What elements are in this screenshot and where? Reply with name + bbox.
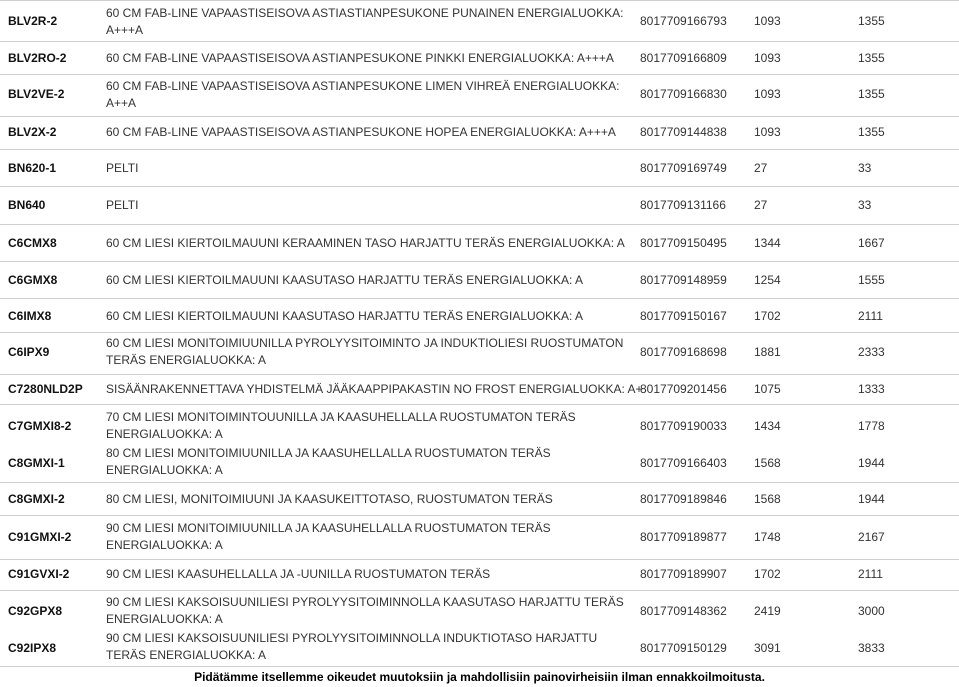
net-price: 27 [754,198,768,212]
net-price: 1344 [754,236,781,250]
ean-code: 8017709201456 [640,382,727,396]
ean-code: 8017709131166 [640,198,726,212]
net-price: 27 [754,161,768,175]
net-price: 1881 [754,345,781,359]
retail-price: 1355 [858,87,885,101]
product-description: 60 CM FAB-LINE VAPAASTISEISOVA ASTIANPESUKONE HOPEA ENERGIALUOKKA: A+++A [106,125,616,139]
retail-price: 1555 [858,273,885,287]
product-code: BLV2R-2 [8,14,58,28]
ean-code: 8017709150129 [640,641,727,655]
product-code: C91GMXI-2 [8,530,72,544]
product-description: 90 CM LIESI MONITOIMIUUNILLA JA KAASUHELLALLA RUOSTUMATON TERÄS ENERGIALUOKKA: A [106,521,551,552]
ean-code: 8017709166830 [640,87,727,101]
net-price: 1254 [754,273,781,287]
table-row [0,150,959,187]
net-price: 1093 [754,14,781,28]
table-row [0,187,959,225]
retail-price: 2333 [858,345,885,359]
ean-code: 8017709189846 [640,492,727,506]
product-code: BLV2X-2 [8,125,57,139]
product-code: BN640 [8,198,46,212]
retail-price: 33 [858,198,872,212]
ean-code: 8017709189907 [640,567,727,581]
product-description: 60 CM LIESI MONITOIMIUUNILLA PYROLYYSITOIMINTO JA INDUKTIOLIESI RUOSTUMATON TERÄS ENERGIALUOKKA: A [106,336,624,367]
table-row [0,117,959,150]
product-code: C6CMX8 [8,236,57,250]
retail-price: 1778 [858,419,885,433]
table-row [0,516,959,560]
table-row [0,225,959,262]
product-description: 60 CM LIESI KIERTOILMAUUNI KAASUTASO HARJATTU TERÄS ENERGIALUOKKA: A [106,309,584,323]
retail-price: 1355 [858,14,885,28]
ean-code: 8017709166793 [640,14,727,28]
net-price: 2419 [754,604,781,618]
net-price: 1075 [754,382,781,396]
product-code: C92IPX8 [8,641,57,655]
product-description: 90 CM LIESI KAASUHELLALLA JA -UUNILLA RUOSTUMATON TERÄS [106,567,491,581]
product-description: SISÄÄNRAKENNETTAVA YHDISTELMÄ JÄÄKAAPPIPAKASTIN NO FROST ENERGIALUOKKA: A+ [106,382,643,396]
product-code: C8GMXI-2 [8,492,65,506]
ean-code: 8017709150495 [640,236,727,250]
table-row [0,42,959,75]
product-code: BLV2VE-2 [8,87,65,101]
table-row [0,0,959,42]
ean-code: 8017709166809 [640,51,727,65]
retail-price: 1944 [858,492,885,506]
product-code: C6GMX8 [8,273,58,287]
product-code: C92GPX8 [8,604,63,618]
ean-code: 8017709190033 [640,419,727,433]
retail-price: 3833 [858,641,885,655]
ean-code: 8017709148959 [640,273,727,287]
product-description: 90 CM LIESI KAKSOISUUNILIESI PYROLYYSITOIMINNOLLA KAASUTASO HARJATTU TERÄS ENERGIALUOKKA: A [106,595,624,626]
product-description: 80 CM LIESI, MONITOIMIUUNI JA KAASUKEITTOTASO, RUOSTUMATON TERÄS [106,492,553,506]
retail-price: 2167 [858,530,885,544]
table-row [0,375,959,405]
product-code: C91GVXI-2 [8,567,70,581]
table-row [0,75,959,117]
net-price: 3091 [754,641,781,655]
table-row [0,262,959,299]
product-description: 60 CM LIESI KIERTOILMAUUNI KERAAMINEN TASO HARJATTU TERÄS ENERGIALUOKKA: A [106,236,625,250]
table-row [0,299,959,333]
net-price: 1568 [754,492,781,506]
product-description: 90 CM LIESI KAKSOISUUNILIESI PYROLYYSITOIMINNOLLA INDUKTIOTASO HARJATTU TERÄS ENERGIALUOKKA: A [106,631,598,662]
product-description: 60 CM FAB-LINE VAPAASTISEISOVA ASTIASTIANPESUKONE PUNAINEN ENERGIALUOKKA: A+++A [106,6,624,37]
retail-price: 1355 [858,125,885,139]
net-price: 1568 [754,456,781,470]
retail-price: 2111 [858,309,883,323]
ean-code: 8017709144838 [640,125,727,139]
net-price: 1093 [754,51,781,65]
product-description: 80 CM LIESI MONITOIMIUUNILLA JA KAASUHELLALLA RUOSTUMATON TERÄS ENERGIALUOKKA: A [106,446,551,477]
product-code: C7GMXI8-2 [8,419,72,433]
net-price: 1748 [754,530,781,544]
net-price: 1093 [754,125,781,139]
net-price: 1702 [754,567,781,581]
retail-price: 1944 [858,456,885,470]
ean-code: 8017709168698 [640,345,727,359]
product-code: BLV2RO-2 [8,51,67,65]
product-code: C8GMXI-1 [8,456,65,470]
ean-code: 8017709169749 [640,161,727,175]
table-row [0,333,959,375]
net-price: 1434 [754,419,781,433]
product-description: 60 CM FAB-LINE VAPAASTISEISOVA ASTIANPESUKONE LIMEN VIHREÄ ENERGIALUOKKA: A++A [106,79,620,110]
retail-price: 33 [858,161,872,175]
product-description: 60 CM LIESI KIERTOILMAUUNI KAASUTASO HARJATTU TERÄS ENERGIALUOKKA: A [106,273,584,287]
product-description: 60 CM FAB-LINE VAPAASTISEISOVA ASTIANPESUKONE PINKKI ENERGIALUOKKA: A+++A [106,51,614,65]
ean-code: 8017709166403 [640,456,727,470]
retail-price: 3000 [858,604,885,618]
product-code: C6IMX8 [8,309,52,323]
table-row [0,591,959,667]
net-price: 1093 [754,87,781,101]
product-code: BN620-1 [8,161,57,175]
net-price: 1702 [754,309,781,323]
product-description: 70 CM LIESI MONITOIMINTOUUNILLA JA KAASUHELLALLA RUOSTUMATON TERÄS ENERGIALUOKKA: A [106,410,576,441]
ean-code: 8017709189877 [640,530,727,544]
table-row [0,560,959,591]
retail-price: 1667 [858,236,885,250]
product-code: C7280NLD2P [8,382,83,396]
retail-price: 1333 [858,382,885,396]
retail-price: 2111 [858,567,883,581]
product-description: PELTI [106,198,139,212]
ean-code: 8017709150167 [640,309,727,323]
table-row [0,405,959,483]
retail-price: 1355 [858,51,885,65]
disclaimer-footer: Pidätämme itsellemme oikeudet muutoksiin ja mahdollisiin painovirheisiin ilman ennakkoilmoitusta. [194,670,765,684]
product-code: C6IPX9 [8,345,50,359]
table-row [0,483,959,516]
ean-code: 8017709148362 [640,604,727,618]
product-description: PELTI [106,161,139,175]
